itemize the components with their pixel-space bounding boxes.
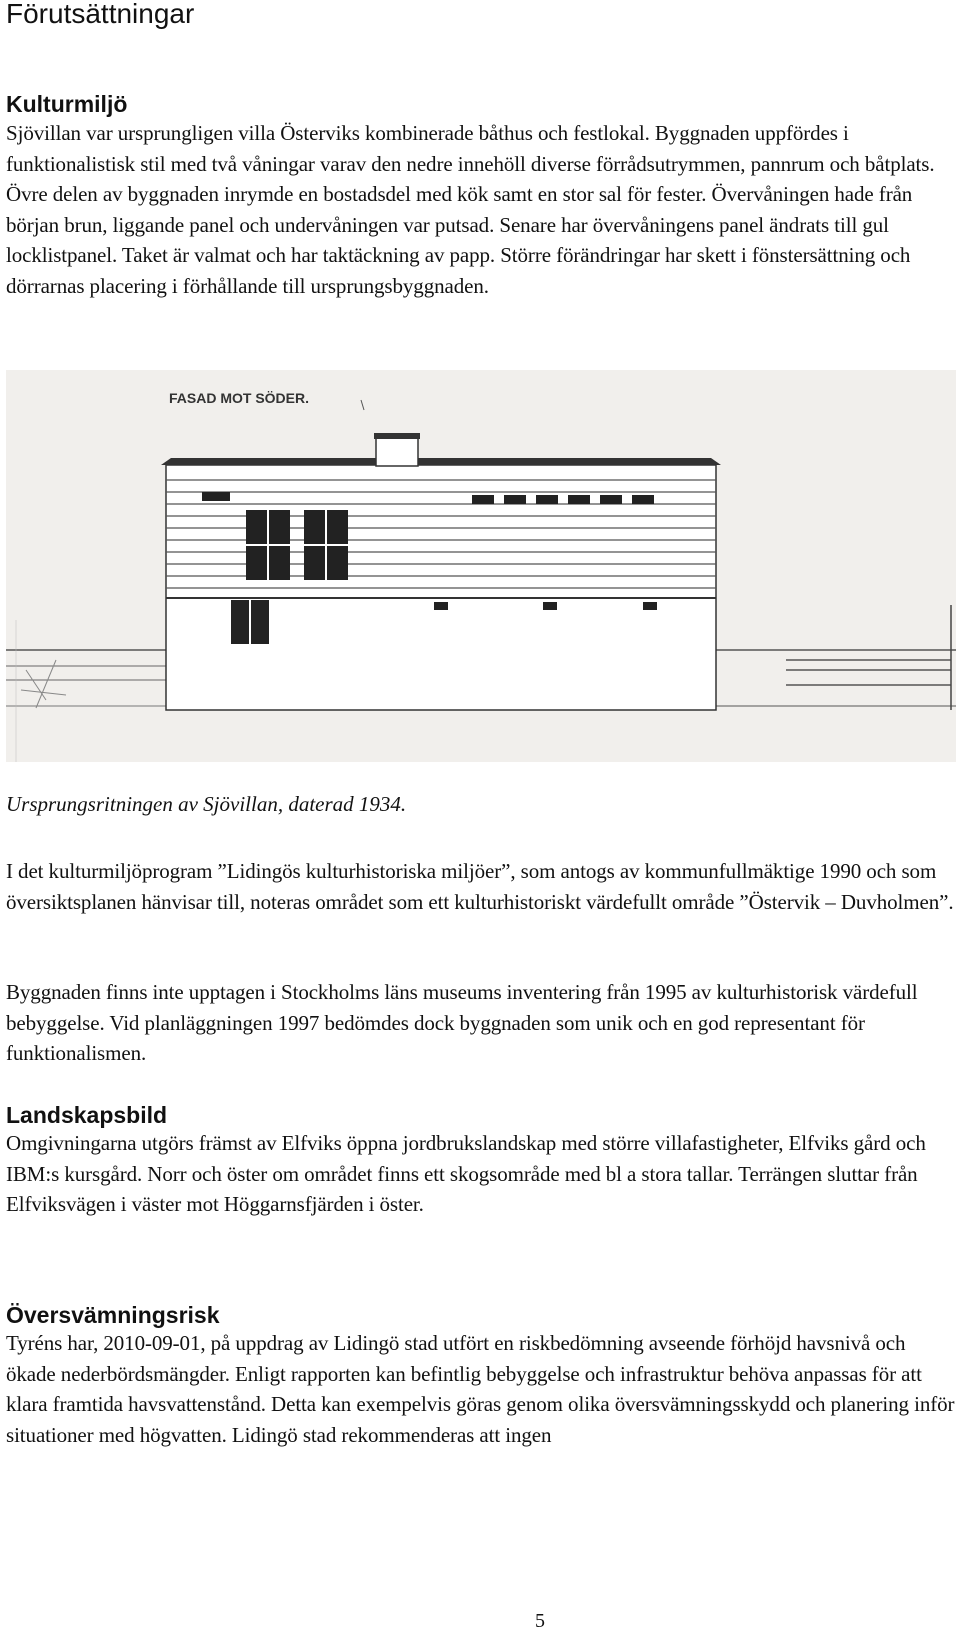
drawing-label: FASAD MOT SÖDER.: [169, 390, 310, 406]
paragraph-inventering: Byggnaden finns inte upptagen i Stockholms läns museums inventering från 1995 av kulturhistorisk värdefull bebyggelse. Vid planläggningen 1997 bedömdes dock byggnaden som unik och en god representant för funktionalismen.: [6, 980, 918, 1065]
page-number: 5: [535, 1610, 545, 1632]
paragraph-kulturmiljoprogram: I det kulturmiljöprogram ”Lidingös kulturhistoriska miljöer”, som antogs av kommunfullmäktige 1990 och som översiktsplanen hänvisar till, noteras området som ett kulturhistoriskt värdefullt område ”Östervik – Duvholmen”.: [6, 859, 954, 914]
paragraph-oversvamningsrisk: Tyréns har, 2010-09-01, på uppdrag av Lidingö stad utfört en riskbedömning avseende förhöjd havsnivå och ökade nederbördsmängder. Enligt rapporten kan befintlig bebyggelse och infrastruktur behöva anpassas för att klara framtida havsvattenstånd. Detta kan exempelvis göras genom olika översvämningsskydd och planering inför situationer med högvatten. Lidingö stad rekommenderas att ingen: [6, 1331, 955, 1447]
heading-kulturmiljo: Kulturmiljö: [6, 91, 128, 117]
heading-oversvamningsrisk: Översvämningsrisk: [6, 1302, 220, 1328]
heading-landskapsbild: Landskapsbild: [6, 1102, 168, 1128]
paragraph-landskapsbild: Omgivningarna utgörs främst av Elfviks öppna jordbrukslandskap med större villafastigheter, Elfviks gård och IBM:s kursgård. Norr och öster om området finns ett skogsområde med bl a stora tallar. Terrängen sluttar från Elfviksvägen i väster mot Höggarnsfjärden i öster.: [6, 1131, 926, 1216]
facade-drawing: [6, 370, 956, 762]
figure-caption: Ursprungsritningen av Sjövillan, daterad 1934.: [6, 792, 407, 816]
paragraph-kulturmiljo: Sjövillan var ursprungligen villa Österviks kombinerade båthus och festlokal. Byggnaden uppfördes i funktionalistisk stil med två våningar varav den nedre innehöll diverse förrådsutrymmen, pannrum och båtplats. Övre delen av byggnaden inrymde en bostadsdel med kök samt en stor sal för fester. Övervåningen hade från början brun, liggande panel och undervåningen var putsad. Senare har övervåningens panel ändrats till gul locklistpanel. Taket är valmat och har taktäckning av papp. Större förändringar har skett i fönstersättning och dörrarnas placering i förhållande till ursprungsbyggnaden.: [6, 121, 935, 298]
page-title: Förutsättningar: [6, 0, 195, 29]
